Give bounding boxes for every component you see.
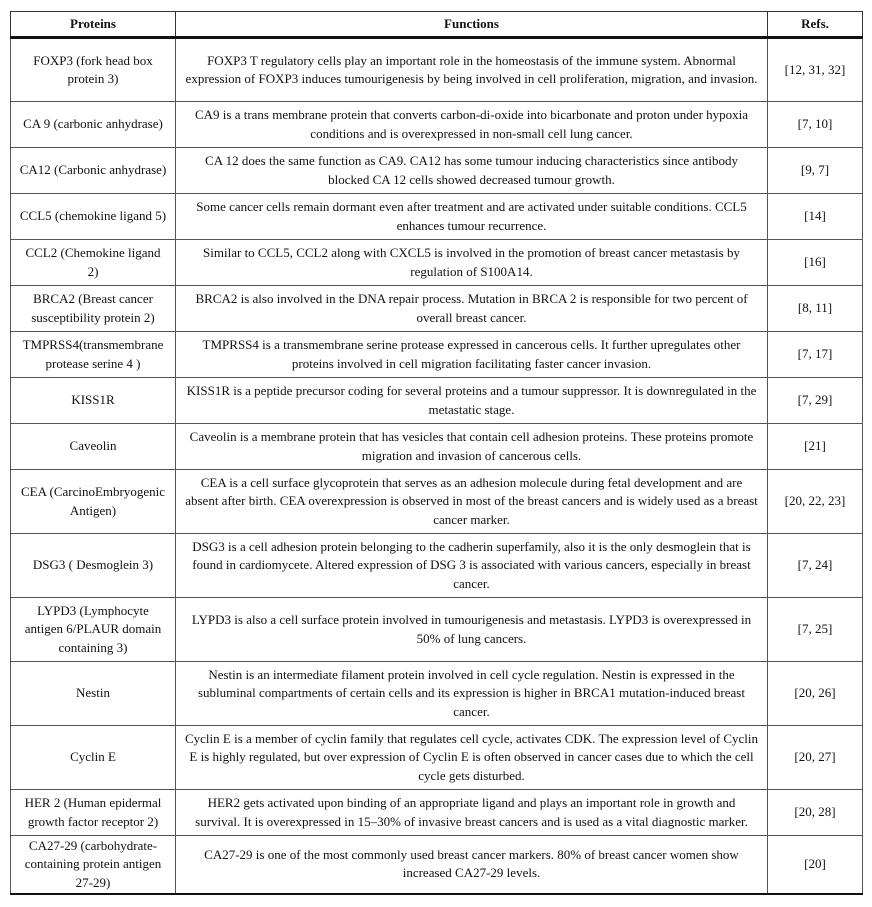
protein-cell: TMPRSS4(transmembrane protease serine 4 ) bbox=[11, 332, 176, 378]
table-row bbox=[11, 240, 863, 286]
refs-cell: [14] bbox=[768, 194, 863, 240]
table-row bbox=[11, 102, 863, 148]
function-cell: DSG3 is a cell adhesion protein belonging to the cadherin superfamily, also it is the only desmoglein that is found in cardiomycete. Altered expression of DSG 3 is associated with various cancers, especially in breast cancer. bbox=[176, 534, 768, 598]
protein-cell: CA 9 (carbonic anhydrase) bbox=[11, 102, 176, 148]
function-cell: TMPRSS4 is a transmembrane serine protease expressed in cancerous cells. It further upregulates other proteins involved in cell migration facilitating faster cancer invasion. bbox=[176, 332, 768, 378]
protein-cell: FOXP3 (fork head box protein 3) bbox=[11, 38, 176, 102]
function-cell: CA9 is a trans membrane protein that converts carbon-di-oxide into bicarbonate and proton under hypoxia conditions and is overexpressed in non-small cell lung cancer. bbox=[176, 102, 768, 148]
protein-cell: Cyclin E bbox=[11, 726, 176, 790]
function-cell: Nestin is an intermediate filament protein involved in cell cycle regulation. Nestin is expressed in the subluminal compartments of certain cells and its expression is higher in BRCA1 mutation-induced breast cancer. bbox=[176, 662, 768, 726]
function-cell: Some cancer cells remain dormant even after treatment and are activated under suitable conditions. CCL5 enhances tumour recurrence. bbox=[176, 194, 768, 240]
refs-cell: [21] bbox=[768, 424, 863, 470]
protein-cell: CCL2 (Chemokine ligand 2) bbox=[11, 240, 176, 286]
table-row bbox=[11, 662, 863, 726]
refs-cell: [20, 26] bbox=[768, 662, 863, 726]
table-row bbox=[11, 38, 863, 102]
function-cell: Caveolin is a membrane protein that has vesicles that contain cell adhesion proteins. These proteins promote migration and invasion of cancerous cells. bbox=[176, 424, 768, 470]
function-cell: CA 12 does the same function as CA9. CA12 has some tumour inducing characteristics since antibody blocked CA 12 cells showed decreased tumour growth. bbox=[176, 148, 768, 194]
refs-cell: [9, 7] bbox=[768, 148, 863, 194]
protein-table-container bbox=[10, 11, 862, 895]
refs-cell: [12, 31, 32] bbox=[768, 38, 863, 102]
table-header-row bbox=[11, 12, 863, 38]
protein-cell: KISS1R bbox=[11, 378, 176, 424]
table-row bbox=[11, 286, 863, 332]
header-proteins: Proteins bbox=[11, 12, 176, 38]
refs-cell: [7, 24] bbox=[768, 534, 863, 598]
protein-cell: Caveolin bbox=[11, 424, 176, 470]
table-row bbox=[11, 534, 863, 598]
function-cell: BRCA2 is also involved in the DNA repair process. Mutation in BRCA 2 is responsible for two percent of overall breast cancer. bbox=[176, 286, 768, 332]
table-row bbox=[11, 148, 863, 194]
function-cell: KISS1R is a peptide precursor coding for several proteins and a tumour suppressor. It is downregulated in the metastatic stage. bbox=[176, 378, 768, 424]
refs-cell: [20, 28] bbox=[768, 790, 863, 836]
protein-cell: DSG3 ( Desmoglein 3) bbox=[11, 534, 176, 598]
function-cell: HER2 gets activated upon binding of an appropriate ligand and plays an important role in growth and survival. It is overexpressed in 15–30% of invasive breast cancers and is used as a vital diagnostic marker. bbox=[176, 790, 768, 836]
refs-cell: [16] bbox=[768, 240, 863, 286]
refs-cell: [7, 17] bbox=[768, 332, 863, 378]
function-cell: Similar to CCL5, CCL2 along with CXCL5 is involved in the promotion of breast cancer metastasis by regulation of S100A14. bbox=[176, 240, 768, 286]
table-row bbox=[11, 194, 863, 240]
function-cell: LYPD3 is also a cell surface protein involved in tumourigenesis and metastasis. LYPD3 is overexpressed in 50% of lung cancers. bbox=[176, 598, 768, 662]
refs-cell: [20, 27] bbox=[768, 726, 863, 790]
table-row bbox=[11, 726, 863, 790]
function-cell: FOXP3 T regulatory cells play an important role in the homeostasis of the immune system. Abnormal expression of FOXP3 induces tumourigenesis by being involved in cell proliferation, migration, and invasion. bbox=[176, 38, 768, 102]
table-row bbox=[11, 790, 863, 836]
table-row bbox=[11, 836, 863, 894]
refs-cell: [7, 29] bbox=[768, 378, 863, 424]
table-row bbox=[11, 598, 863, 662]
protein-cell: HER 2 (Human epidermal growth factor receptor 2) bbox=[11, 790, 176, 836]
refs-cell: [8, 11] bbox=[768, 286, 863, 332]
table-row bbox=[11, 424, 863, 470]
table-row bbox=[11, 470, 863, 534]
header-functions: Functions bbox=[176, 12, 768, 38]
refs-cell: [20, 22, 23] bbox=[768, 470, 863, 534]
protein-cell: CA27-29 (carbohydrate-containing protein antigen 27-29) bbox=[11, 836, 176, 894]
protein-cell: LYPD3 (Lymphocyte antigen 6/PLAUR domain containing 3) bbox=[11, 598, 176, 662]
protein-functions-table bbox=[10, 11, 863, 895]
protein-cell: CCL5 (chemokine ligand 5) bbox=[11, 194, 176, 240]
protein-cell: BRCA2 (Breast cancer susceptibility protein 2) bbox=[11, 286, 176, 332]
protein-cell: Nestin bbox=[11, 662, 176, 726]
refs-cell: [20] bbox=[768, 836, 863, 894]
table-row bbox=[11, 378, 863, 424]
function-cell: CEA is a cell surface glycoprotein that serves as an adhesion molecule during fetal development and are absent after birth. CEA overexpression is observed in most of the breast cancers and is widely used as a breast cancer marker. bbox=[176, 470, 768, 534]
header-refs: Refs. bbox=[768, 12, 863, 38]
table-row bbox=[11, 332, 863, 378]
function-cell: CA27-29 is one of the most commonly used breast cancer markers. 80% of breast cancer women show increased CA27-29 levels. bbox=[176, 836, 768, 894]
refs-cell: [7, 25] bbox=[768, 598, 863, 662]
function-cell: Cyclin E is a member of cyclin family that regulates cell cycle, activates CDK. The expression level of Cyclin E is highly regulated, but over expression of Cyclin E is often observed in cancer cases due to which the cell cycle gets disturbed. bbox=[176, 726, 768, 790]
protein-cell: CA12 (Carbonic anhydrase) bbox=[11, 148, 176, 194]
refs-cell: [7, 10] bbox=[768, 102, 863, 148]
protein-cell: CEA (CarcinoEmbryogenic Antigen) bbox=[11, 470, 176, 534]
